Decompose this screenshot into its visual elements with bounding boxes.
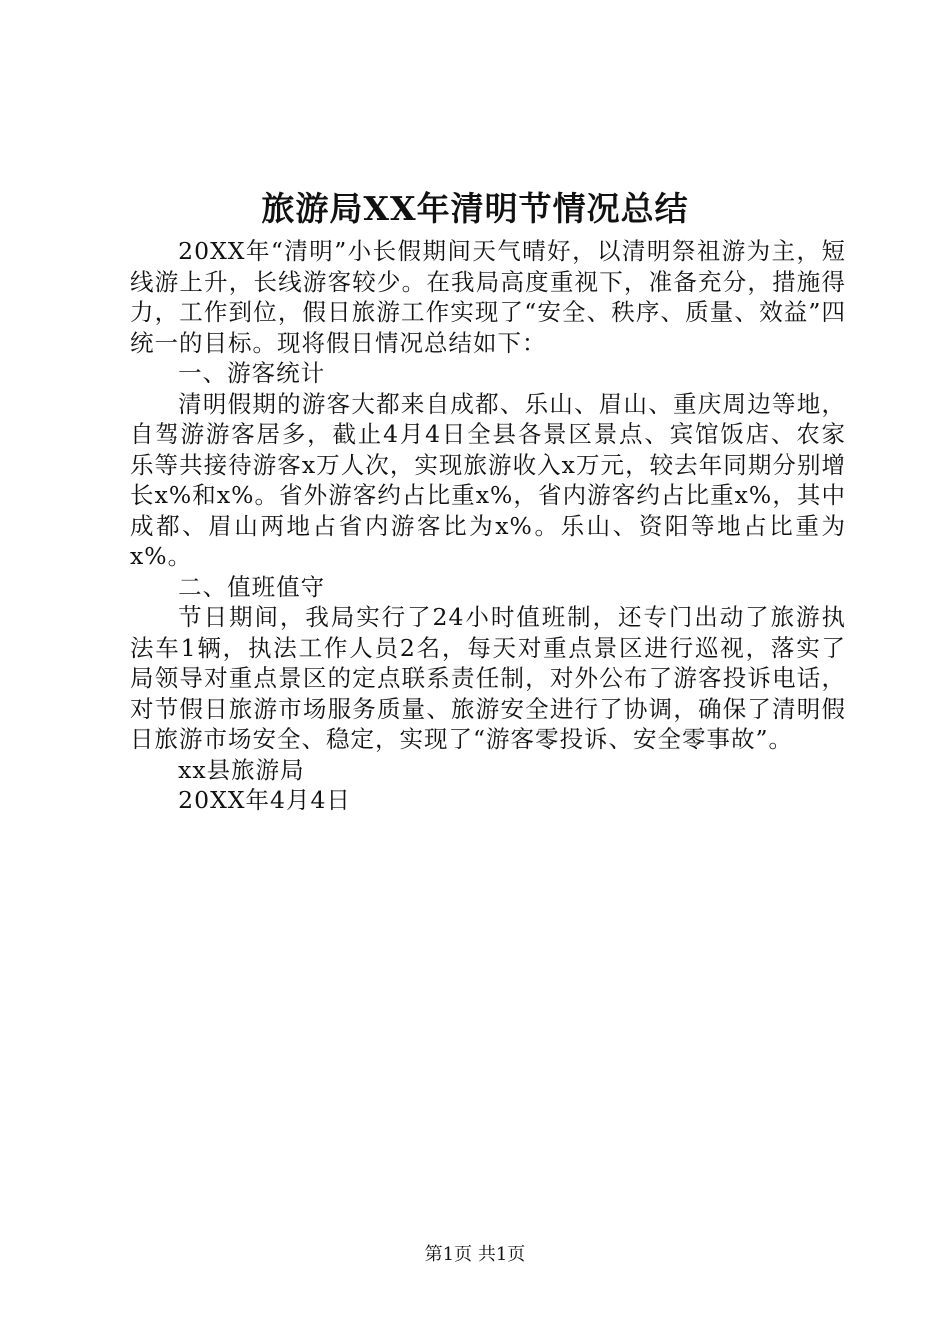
- document-title: 旅游局XX年清明节情况总结: [261, 189, 689, 228]
- paragraph-visitor-stats: 清明假期的游客大都来自成都、乐山、眉山、重庆周边等地，自驾游游客居多，截止4月4日全县各景区景点、宾馆饭店、农家乐等共接待游客x万人次，实现旅游收入x万元，较去年同期分别增长x%和x%。省外游客约占比重x%，省内游客约占比重x%，其中成都、眉山两地占省内游客比为x%。乐山、资阳等地占比重为x%。: [130, 389, 846, 570]
- section-heading-visitor-stats: 一、游客统计: [178, 359, 326, 387]
- paragraph-intro: 20XX年“清明”小长假期间天气晴好，以清明祭祖游为主，短线游上升，长线游客较少。在我局高度重视下，准备充分，措施得力，工作到位，假日旅游工作实现了“安全、秩序、质量、效益”四统一的目标。现将假日情况总结如下：: [130, 237, 846, 357]
- signature-date: 20XX年4月4日: [178, 786, 351, 814]
- section-heading-duty: 二、值班值守: [178, 572, 326, 601]
- page-number-footer: 第1页 共1页: [424, 1244, 526, 1265]
- paragraph-duty: 节日期间，我局实行了24小时值班制，还专门出动了旅游执法车1辆，执法工作人员2名，每天对重点景区进行巡视，落实了局领导对重点景区的定点联系责任制，对外公布了游客投诉电话，对节假日旅游市场服务质量、旅游安全进行了协调，确保了清明假日旅游市场安全、稳定，实现了“游客零投诉、安全零事故”。: [130, 603, 846, 753]
- document-body: [130, 236, 846, 816]
- signature-organization: xx县旅游局: [178, 755, 305, 784]
